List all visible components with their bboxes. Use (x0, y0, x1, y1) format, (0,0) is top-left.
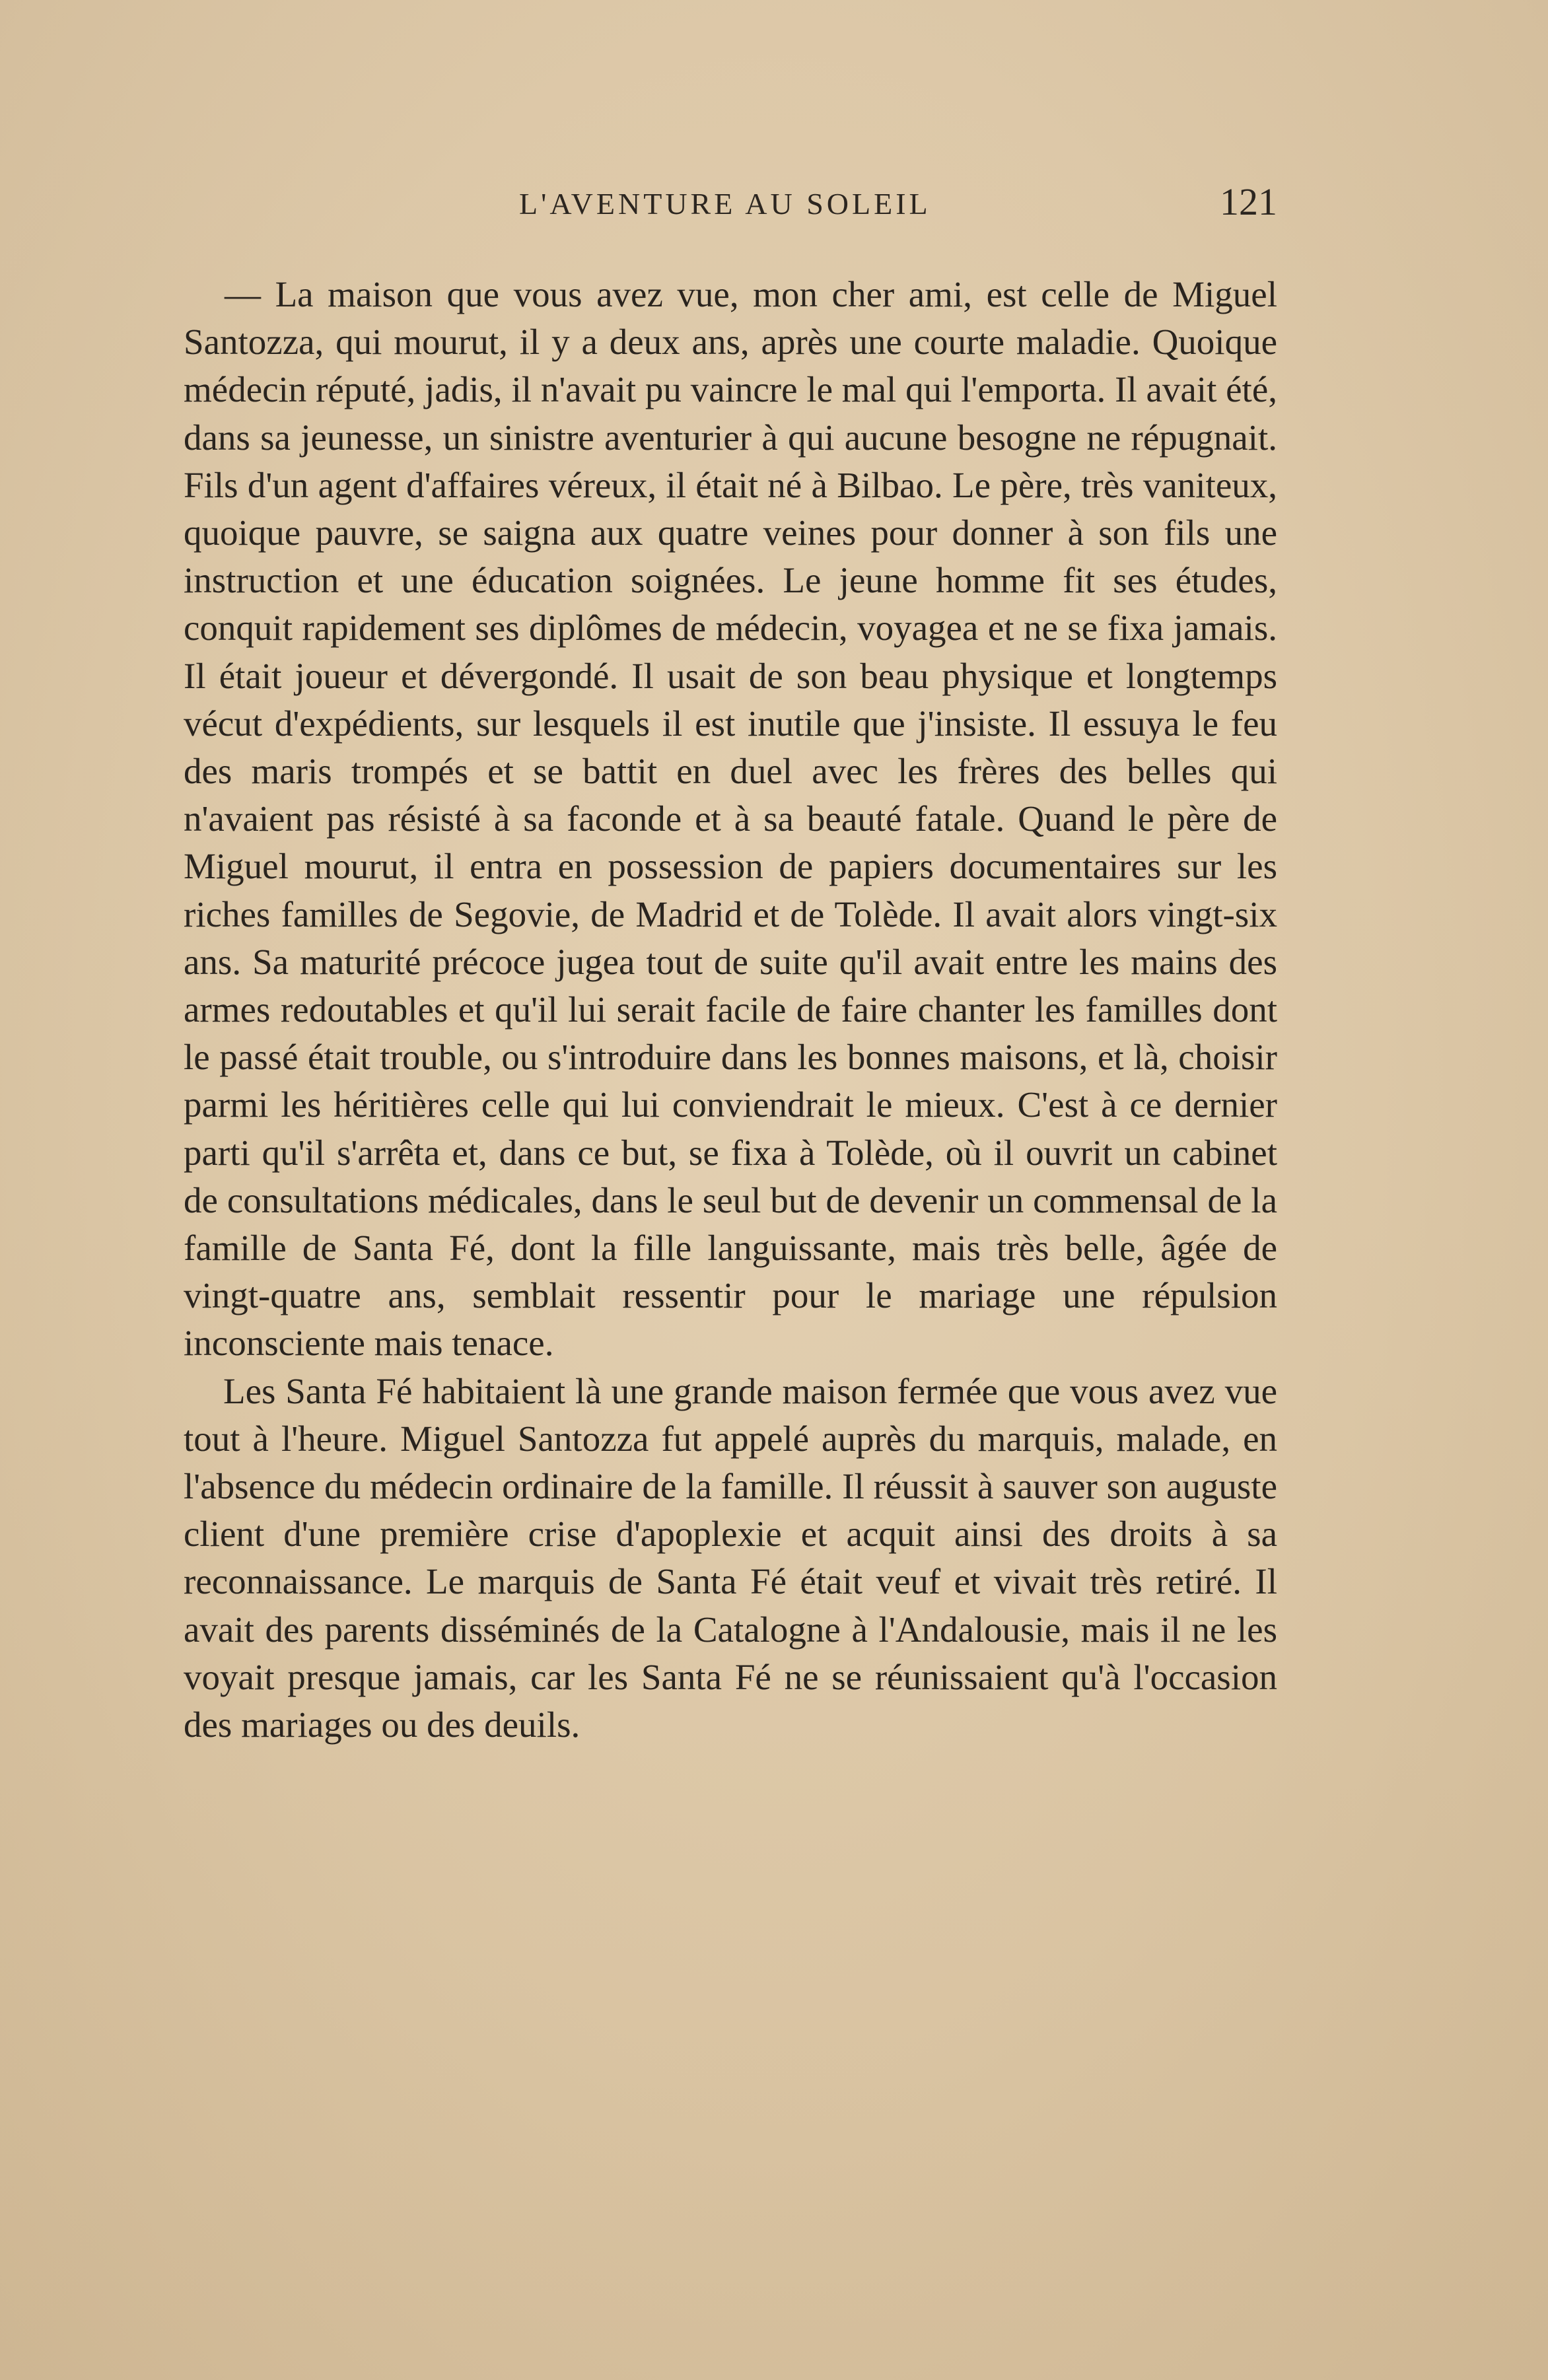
page-header (184, 173, 1277, 232)
body-text (184, 271, 1277, 1749)
running-title: L'AVENTURE AU SOLEIL (519, 187, 931, 221)
paragraph-1: — La maison que vous avez vue, mon cher ami, est celle de Miguel Santozza, qui mourut, il y a deux ans, après une courte maladie. Quoique médecin réputé, jadis, il n'avait pu vaincre le mal qui l'emporta. Il avait été, dans sa jeunesse, un sinistre aventurier à qui aucune besogne ne répugnait. Fils d'un agent d'affaires véreux, il était né à Bilbao. Le père, très vaniteux, quoique pauvre, se saigna aux quatre veines pour donner à son fils une instruction et une éducation soignées. Le jeune homme fit ses études, conquit rapidement ses diplômes de médecin, voyagea et ne se fixa jamais. Il était joueur et dévergondé. Il usait de son beau physique et longtemps vécut d'expédients, sur lesquels il est inutile que j'insiste. Il essuya le feu des maris trompés et se battit en duel avec les frères des belles qui n'avaient pas résisté à sa faconde et à sa beauté fatale. Quand le père de Miguel mourut, il entra en possession de papiers documentaires sur les riches familles de Segovie, de Madrid et de Tolède. Il avait alors vingt-six ans. Sa maturité précoce jugea tout de suite qu'il avait entre les mains des armes redoutables et qu'il lui serait facile de faire chanter les familles dont le passé était trouble, ou s'introduire dans les bonnes maisons, et là, choisir parmi les héritières celle qui lui conviendrait le mieux. C'est à ce dernier parti qu'il s'arrêta et, dans ce but, se fixa à Tolède, où il ouvrit un cabinet de consultations médicales, dans le seul but de devenir un commensal de la famille de Santa Fé, dont la fille languissante, mais très belle, âgée de vingt-quatre ans, semblait ressentir pour le mariage une répulsion inconsciente mais tenace. (184, 274, 1277, 1364)
page-number: 121 (1220, 180, 1277, 223)
paragraph-2: Les Santa Fé habitaient là une grande maison fermée que vous avez vue tout à l'heure. Miguel Santozza fut appelé auprès du marquis, malade, en l'absence du médecin ordinaire de la famille. Il réussit à sauver son auguste client d'une première crise d'apoplexie et acquit ainsi des droits à sa reconnaissance. Le marquis de Santa Fé était veuf et vivait très retiré. Il avait des parents disséminés de la Catalogne à l'Andalousie, mais il ne les voyait presque jamais, car les Santa Fé ne se réunissaient qu'à l'occasion des mariages ou des deuils. (184, 1370, 1277, 1745)
